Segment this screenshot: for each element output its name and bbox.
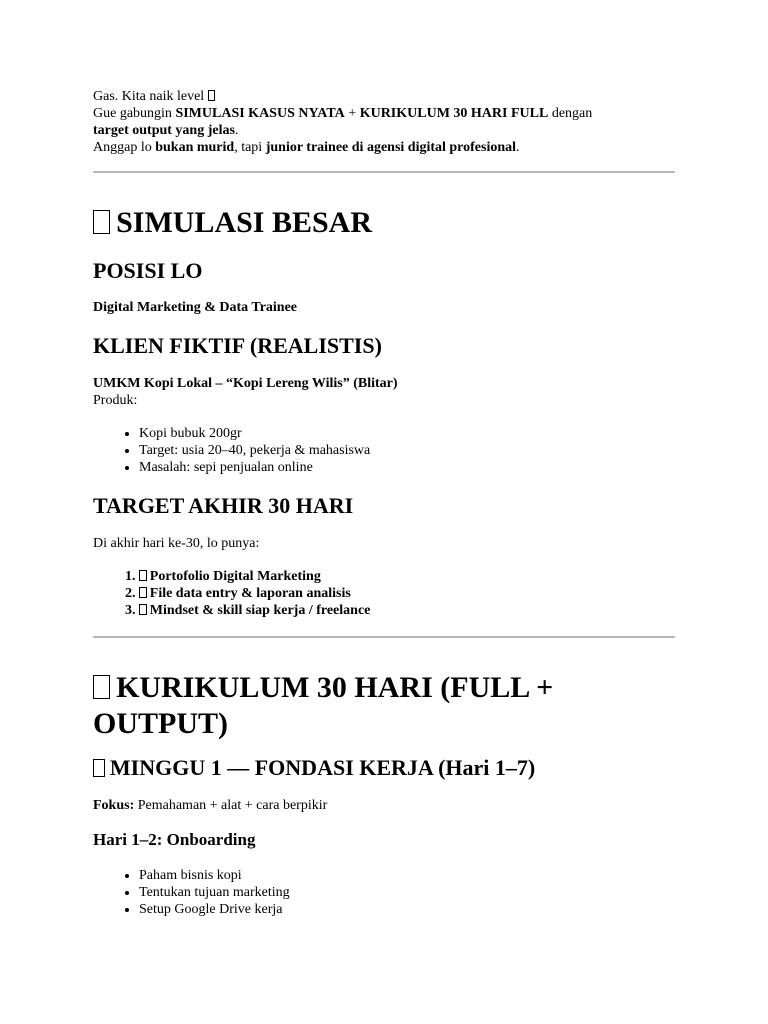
klien-name: UMKM Kopi Lokal – “Kopi Lereng Wilis” (Blitar) (93, 376, 398, 391)
intro-bold: SIMULASI KASUS NYATA (175, 106, 345, 121)
missing-glyph-icon (208, 90, 216, 101)
heading-hari-1-2: Hari 1–2: Onboarding (93, 830, 256, 849)
posisi-value: Digital Marketing & Data Trainee (93, 300, 298, 315)
intro-text: Gue gabungin (93, 106, 176, 121)
intro-bold: junior trainee di agensi digital profesional (265, 140, 517, 155)
list-item: • Masalah: sepi penjualan online (139, 459, 370, 476)
list-item-text: Portofolio Digital Marketing (149, 569, 321, 584)
section-title-text: KURIKULUM 30 HARI (FULL + (116, 671, 554, 704)
intro-text: . (516, 140, 520, 155)
list-item-text: File data entry & laporan analisis (149, 586, 351, 601)
intro-text: + (344, 106, 360, 121)
missing-glyph-icon (93, 759, 105, 777)
list-item (139, 568, 370, 585)
fokus-label: Fokus: (93, 798, 135, 813)
intro-line-1-text: Gas. Kita naik level (93, 89, 205, 104)
list-item: • Target: usia 20–40, pekerja & mahasiswa (139, 442, 370, 459)
missing-glyph-icon (139, 587, 147, 598)
list-item: • Tentukan tujuan marketing (139, 884, 290, 901)
heading-posisi: POSISI LO (93, 258, 203, 283)
target-list (93, 568, 370, 619)
intro-text: dengan (548, 106, 593, 121)
heading-minggu-1 (93, 755, 535, 781)
produk-list (93, 425, 370, 476)
intro-paragraph (93, 88, 592, 156)
intro-line-2 (93, 105, 592, 139)
intro-bold: KURIKULUM 30 HARI FULL (359, 106, 549, 121)
section-title-kurikulum (93, 670, 553, 742)
missing-glyph-icon (93, 210, 110, 235)
intro-text: Anggap lo (93, 140, 156, 155)
list-item (139, 585, 370, 602)
section-title-simulasi (93, 205, 372, 241)
intro-line-1 (93, 88, 592, 105)
missing-glyph-icon (139, 604, 147, 615)
list-item: • Paham bisnis kopi (139, 867, 290, 884)
horizontal-rule (93, 636, 675, 638)
list-item-text: Mindset & skill siap kerja / freelance (149, 603, 371, 618)
intro-text: . (234, 123, 239, 138)
missing-glyph-icon (93, 675, 110, 700)
hari-list (93, 867, 290, 918)
horizontal-rule (93, 171, 675, 173)
section-title-text: SIMULASI BESAR (116, 206, 373, 239)
heading-target: TARGET AKHIR 30 HARI (93, 493, 354, 518)
fokus-line (93, 797, 327, 814)
list-item: • Kopi bubuk 200gr (139, 425, 370, 442)
missing-glyph-icon (139, 570, 147, 581)
intro-bold: target output yang jelas (93, 123, 235, 138)
intro-line-3 (93, 139, 592, 156)
list-item: • Setup Google Drive kerja (139, 901, 290, 918)
target-intro: Di akhir hari ke-30, lo punya: (93, 536, 260, 551)
list-item (139, 602, 370, 619)
section-title-text: OUTPUT) (93, 707, 228, 740)
produk-label: Produk: (93, 393, 138, 408)
intro-bold: bukan murid (155, 140, 235, 155)
heading-klien: KLIEN FIKTIF (REALISTIS) (93, 333, 382, 358)
intro-text: , tapi (234, 140, 266, 155)
heading-text: MINGGU 1 — FONDASI KERJA (Hari 1–7) (109, 755, 536, 780)
fokus-value: Pemahaman + alat + cara berpikir (134, 798, 328, 813)
